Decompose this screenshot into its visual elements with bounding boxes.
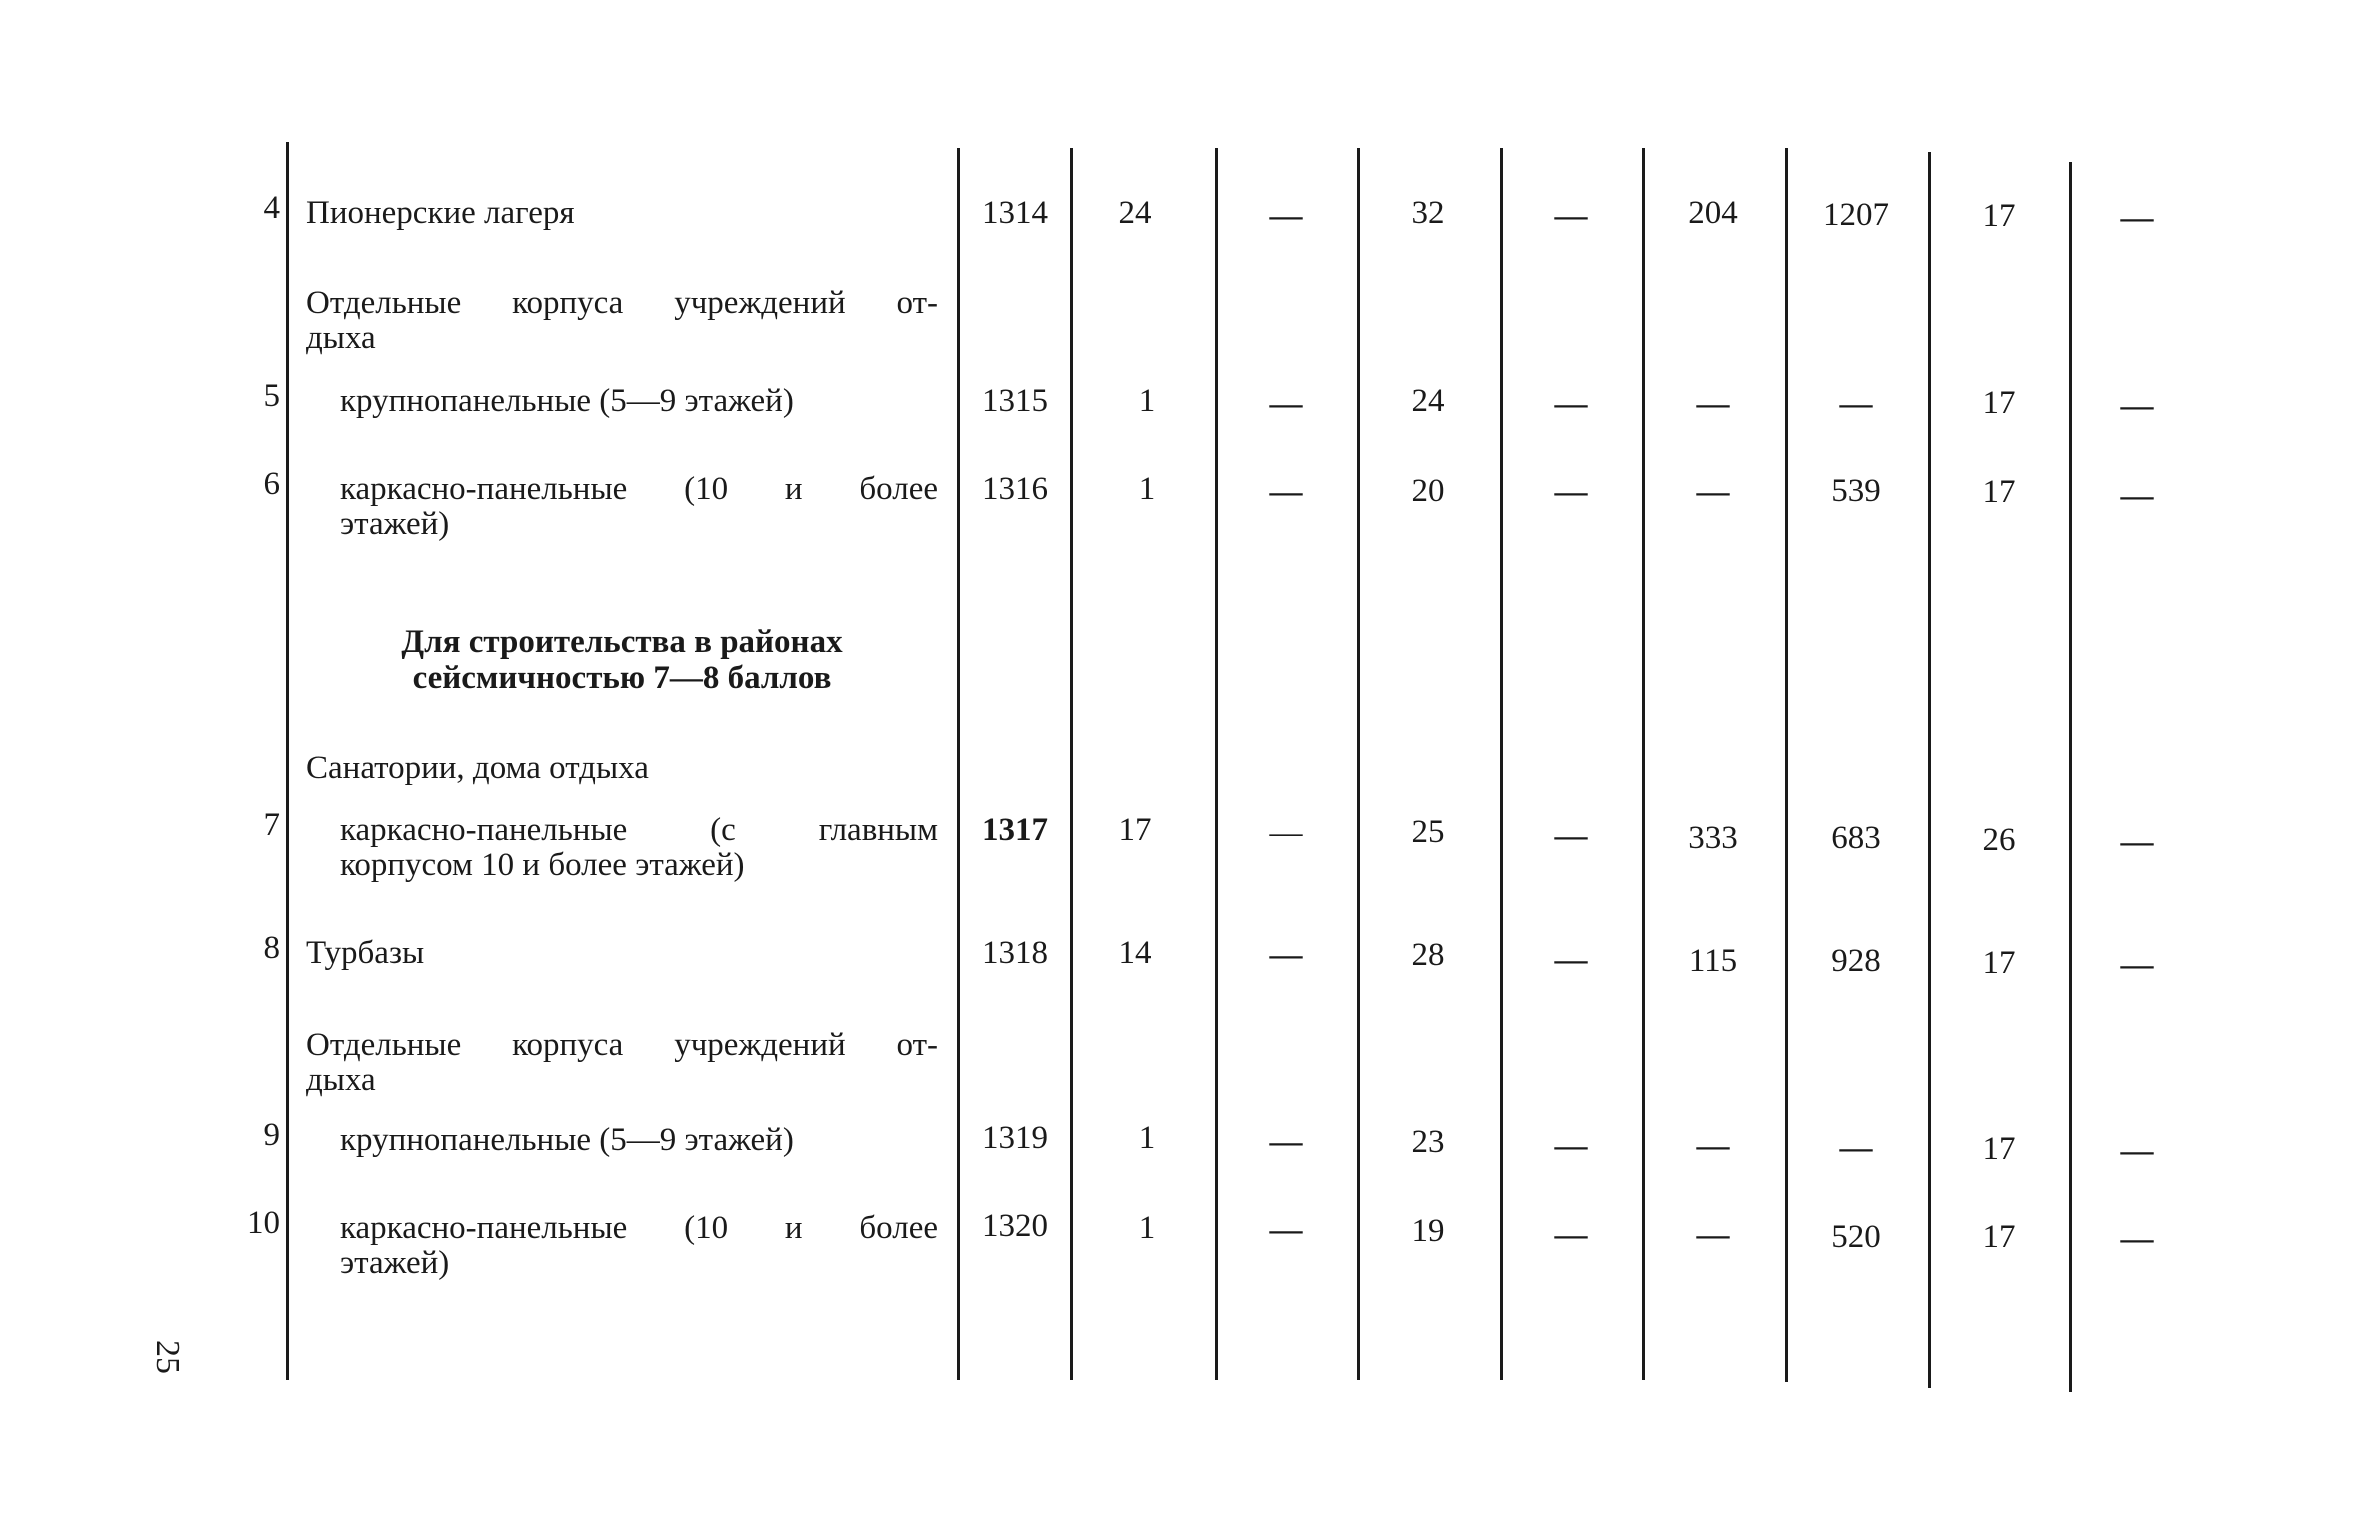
cell: 17 (1982, 1219, 2016, 1255)
cell: — (2120, 824, 2154, 860)
cell: 28 (1411, 937, 1445, 973)
group-label: Санатории, дома отдыха (306, 750, 649, 786)
group-label: дыха (306, 1062, 376, 1098)
cell: — (1554, 198, 1588, 234)
column-rule (1785, 148, 1788, 1382)
cell: — (1696, 386, 1730, 422)
cell-code: 1314 (982, 195, 1048, 231)
row-description: каркасно-панельные (с главным (340, 812, 938, 848)
cell: 539 (1831, 473, 1881, 509)
row-number: 7 (263, 807, 280, 843)
cell: — (1696, 1217, 1730, 1253)
cell: 928 (1831, 943, 1881, 979)
row-description: каркасно-панельные (10 и более (340, 1210, 938, 1246)
cell: — (1696, 474, 1730, 510)
cell: 333 (1688, 820, 1738, 856)
row-description: корпусом 10 и более этажей) (340, 847, 745, 883)
cell: 23 (1411, 1124, 1445, 1160)
cell: 204 (1688, 195, 1738, 231)
cell: — (1269, 386, 1303, 422)
page-number: 25 (149, 1340, 186, 1374)
cell: 24 (1411, 383, 1445, 419)
row-number: 6 (263, 466, 280, 502)
column-rule (1215, 148, 1218, 1380)
row-number: 5 (263, 378, 280, 414)
column-rule (957, 148, 960, 1380)
cell: 14 (1118, 935, 1152, 971)
cell-code: 1317 (982, 812, 1048, 848)
cell: — (2120, 947, 2154, 983)
cell: — (2120, 200, 2154, 236)
cell: 17 (1982, 945, 2016, 981)
cell: — (1554, 1128, 1588, 1164)
cell: — (1269, 198, 1303, 234)
cell: — (1839, 1130, 1873, 1166)
row-description: этажей) (340, 506, 450, 542)
cell: 683 (1831, 820, 1881, 856)
cell: 17 (1118, 812, 1152, 848)
row-description: этажей) (340, 1245, 450, 1281)
cell: 1 (1138, 1210, 1156, 1246)
cell: 1 (1138, 471, 1156, 507)
cell-code: 1316 (982, 471, 1048, 507)
cell: 26 (1982, 822, 2016, 858)
cell: — (1269, 815, 1303, 851)
cell: 1 (1138, 1120, 1156, 1156)
cell: — (2120, 1133, 2154, 1169)
cell-code: 1318 (982, 935, 1048, 971)
row-description: крупнопанельные (5—9 этажей) (340, 1122, 794, 1158)
cell: 520 (1831, 1219, 1881, 1255)
row-description: Пионерские лагеря (306, 195, 575, 231)
cell: — (1554, 818, 1588, 854)
cell: — (1269, 1124, 1303, 1160)
cell: — (1554, 386, 1588, 422)
row-description: каркасно-панельные (10 и более (340, 471, 938, 507)
row-description: крупнопанельные (5—9 этажей) (340, 383, 794, 419)
group-label: дыха (306, 320, 376, 356)
section-heading: Для строительства в районах (401, 624, 843, 660)
row-number: 4 (263, 190, 280, 226)
cell: — (1554, 942, 1588, 978)
column-rule (1357, 148, 1360, 1380)
column-rule (1070, 148, 1073, 1380)
cell: — (1554, 474, 1588, 510)
row-number: 9 (263, 1117, 280, 1153)
cell: — (1696, 1128, 1730, 1164)
cell: 1 (1138, 383, 1156, 419)
cell: — (1269, 937, 1303, 973)
row-description: Турбазы (306, 935, 425, 971)
cell: — (2120, 388, 2154, 424)
column-rule (2069, 162, 2072, 1392)
section-heading: сейсмичностью 7—8 баллов (412, 660, 832, 696)
row-number: 10 (247, 1205, 280, 1241)
cell: 20 (1411, 473, 1445, 509)
column-rule (286, 142, 289, 1380)
cell: 17 (1982, 1131, 2016, 1167)
group-label: Отдельные корпуса учреждений от- (306, 1027, 938, 1063)
cell: 17 (1982, 385, 2016, 421)
cell: — (1269, 474, 1303, 510)
cell: 24 (1118, 195, 1152, 231)
cell: — (2120, 1221, 2154, 1257)
cell: — (1554, 1217, 1588, 1253)
column-rule (1642, 148, 1645, 1380)
cell-code: 1319 (982, 1120, 1048, 1156)
cell: — (1839, 386, 1873, 422)
column-rule (1928, 152, 1931, 1388)
cell: 25 (1411, 814, 1445, 850)
cell: — (2120, 478, 2154, 514)
row-number: 8 (263, 930, 280, 966)
group-label: Отдельные корпуса учреждений от- (306, 285, 938, 321)
cell: 115 (1688, 943, 1738, 979)
cell: — (1269, 1212, 1303, 1248)
cell: 19 (1411, 1213, 1445, 1249)
column-rule (1500, 148, 1503, 1380)
cell: 32 (1411, 195, 1445, 231)
cell: 17 (1982, 198, 2016, 234)
cell: 17 (1982, 474, 2016, 510)
cell-code: 1320 (982, 1208, 1048, 1244)
cell: 1207 (1823, 197, 1889, 233)
cell-code: 1315 (982, 383, 1048, 419)
